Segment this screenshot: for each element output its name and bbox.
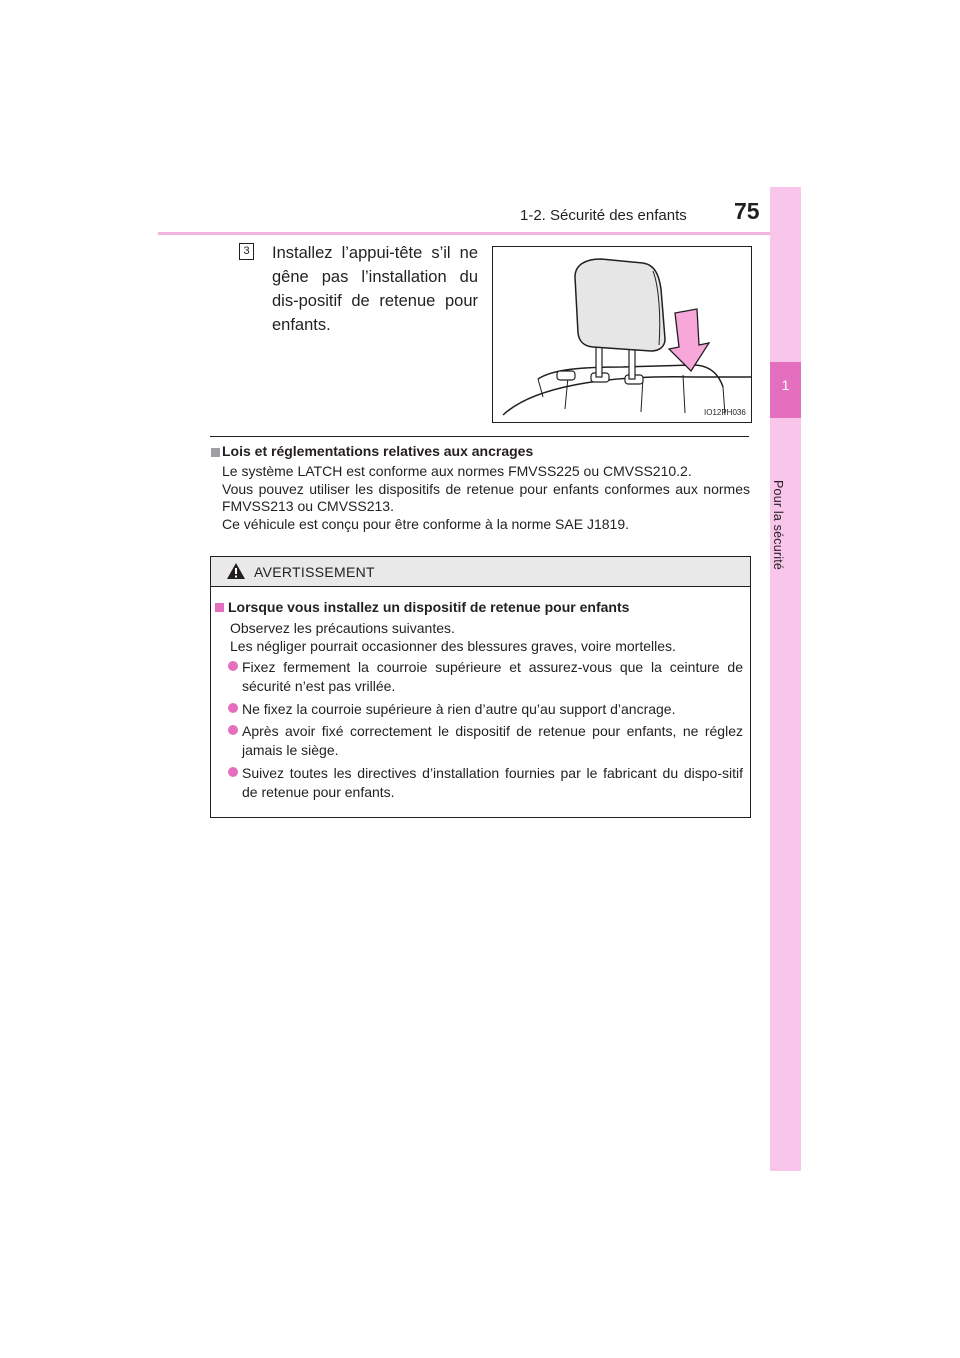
step-number-badge: 3 (239, 243, 254, 260)
warning-item-text: Fixez fermement la courroie supérieure et assurez-vous que la ceinture de sécurité n’est pas vrillée. (242, 659, 743, 694)
circle-bullet-icon (228, 661, 238, 671)
laws-paragraph: Le système LATCH est conforme aux normes FMVSS225 ou CMVSS210.2. (222, 463, 692, 479)
chapter-title: Pour la sécurité (771, 480, 785, 571)
warning-intro-line: Les négliger pourrait occasionner des blessures graves, voire mortelles. (230, 637, 676, 654)
warning-item-text: Après avoir fixé correctement le dispositif de retenue pour enfants, ne réglez jamais le siège. (242, 723, 743, 758)
page-number: 75 (734, 198, 760, 224)
chapter-number: 1 (781, 377, 790, 393)
laws-title: Lois et réglementations relatives aux ancrages (222, 443, 534, 459)
section-divider (210, 436, 749, 437)
laws-paragraph: Ce véhicule est conçu pour être conforme à la norme SAE J1819. (222, 515, 629, 532)
headrest-drawing (493, 247, 751, 422)
step-text: Installez l’appui-tête s’il ne gêne pas l’installation du dis-positif de retenue pour enfants. (272, 244, 478, 334)
section-title: 1-2. Sécurité des enfants (520, 207, 687, 224)
warning-intro-line: Observez les précautions suivantes. (230, 620, 455, 636)
warning-label: AVERTISSEMENT (254, 564, 375, 580)
side-tab (770, 187, 801, 1171)
warning-title: Lorsque vous installez un dispositif de retenue pour enfants (228, 599, 630, 615)
laws-body (222, 463, 750, 533)
circle-bullet-icon (228, 767, 238, 777)
circle-bullet-icon (228, 703, 238, 713)
square-bullet-icon (211, 448, 220, 457)
warning-item (228, 764, 743, 802)
header-rule (158, 232, 800, 235)
warning-item-text: Suivez toutes les directives d’installation fournies par le fabricant du dispo-sitif de retenue pour enfants. (242, 765, 743, 800)
warning-item-text: Ne fixez la courroie supérieure à rien d’autre qu’au support d’ancrage. (242, 701, 676, 717)
warning-triangle-icon (226, 562, 246, 580)
square-bullet-icon (215, 603, 224, 612)
illustration-code: IO12PH036 (704, 408, 746, 417)
warning-item (228, 722, 743, 760)
headrest-illustration (492, 246, 752, 423)
warning-item (228, 700, 743, 719)
warning-intro (230, 620, 745, 655)
circle-bullet-icon (228, 725, 238, 735)
warning-item (228, 658, 743, 696)
laws-paragraph: Vous pouvez utiliser les dispositifs de retenue pour enfants conformes aux normes FMVSS213 ou CMVSS213. (222, 480, 750, 514)
